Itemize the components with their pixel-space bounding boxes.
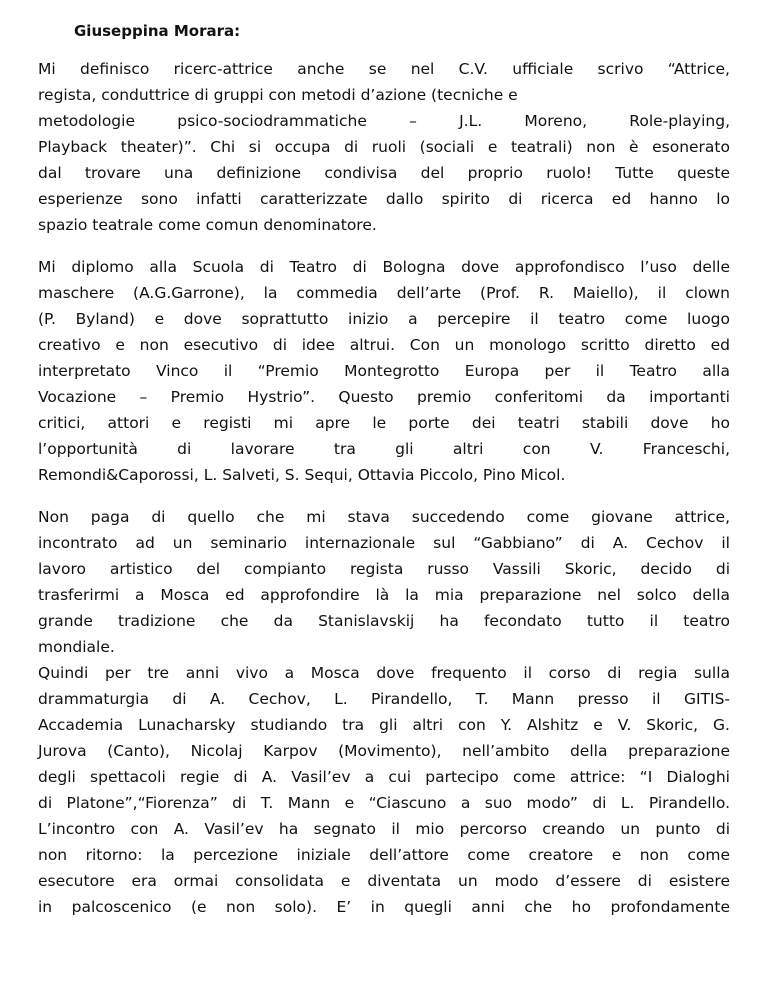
text-line: Remondi&Caporossi, L. Salveti, S. Sequi, Ottavia Piccolo, Pino Micol.: [38, 466, 566, 484]
text-line: lavoro artistico del compianto regista russo Vassili Skoric, decido di: [38, 560, 730, 578]
text-line: maschere (A.G.Garrone), la commedia dell’arte (Prof. R. Maiello), il clown: [38, 284, 730, 302]
text-line: Jurova (Canto), Nicolaj Karpov (Movimento), nell’ambito della preparazione: [38, 742, 730, 760]
text-line: esecutore era ormai consolidata e diventata un modo d’essere di esistere: [38, 872, 730, 890]
text-line: drammaturgia di A. Cechov, L. Pirandello, T. Mann presso il GITIS-: [38, 690, 730, 708]
text-line: l’opportunità di lavorare tra gli altri con V. Franceschi,: [38, 440, 730, 458]
text-line: incontrato ad un seminario internazionale sul “Gabbiano” di A. Cechov il: [38, 534, 730, 552]
paragraph-moscow-intro: [38, 504, 730, 660]
text-line: Non paga di quello che mi stava succedendo come giovane attrice,: [38, 508, 730, 526]
text-line: Vocazione – Premio Hystrio”. Questo premio conferitomi da importanti: [38, 388, 730, 406]
text-line: esperienze sono infatti caratterizzate dallo spirito di ricerca ed hanno lo: [38, 190, 730, 208]
text-line: Quindi per tre anni vivo a Mosca dove frequento il corso di regia sulla: [38, 664, 730, 682]
text-line: Playback theater)”. Chi si occupa di ruoli (sociali e teatrali) non è esonerato: [38, 138, 730, 156]
text-line: Mi definisco ricerc-attrice anche se nel C.V. ufficiale scrivo “Attrice,: [38, 60, 730, 78]
text-line: Mi diplomo alla Scuola di Teatro di Bologna dove approfondisco l’uso delle: [38, 258, 730, 276]
paragraph-education: [38, 254, 730, 488]
text-line: non ritorno: la percezione iniziale dell’attore come creatore e non come: [38, 846, 730, 864]
text-line: critici, attori e registi mi apre le porte dei teatri stabili dove ho: [38, 414, 730, 432]
text-line: creativo e non esecutivo di idee altrui. Con un monologo scritto diretto ed: [38, 336, 730, 354]
paragraph-intro: [38, 56, 730, 238]
document-page: [38, 20, 730, 920]
text-line: interpretato Vinco il “Premio Montegrotto Europa per il Teatro alla: [38, 362, 730, 380]
text-line: Accademia Lunacharsky studiando tra gli altri con Y. Alshitz e V. Skoric, G.: [38, 716, 730, 734]
text-line: L’incontro con A. Vasil’ev ha segnato il mio percorso creando un punto di: [38, 820, 730, 838]
author-heading: Giuseppina Morara:: [74, 22, 241, 40]
text-line: in palcoscenico (e non solo). E’ in quegli anni che ho profondamente: [38, 898, 730, 916]
text-line: regista, conduttrice di gruppi con metodi d’azione (tecniche e: [38, 86, 518, 104]
text-line: dal trovare una definizione condivisa del proprio ruolo! Tutte queste: [38, 164, 730, 182]
text-line: metodologie psico-sociodrammatiche – J.L. Moreno, Role-playing,: [38, 112, 730, 130]
text-line: degli spettacoli regie di A. Vasil’ev a cui partecipo come attrice: “I Dialoghi: [38, 768, 730, 786]
text-line: grande tradizione che da Stanislavskij ha fecondato tutto il teatro: [38, 612, 730, 630]
text-line: spazio teatrale come comun denominatore.: [38, 216, 377, 234]
text-line: (P. Byland) e dove soprattutto inizio a percepire il teatro come luogo: [38, 310, 730, 328]
text-line: trasferirmi a Mosca ed approfondire là la mia preparazione nel solco della: [38, 586, 730, 604]
paragraph-moscow-studies: [38, 660, 730, 920]
text-line: di Platone”,“Fiorenza” di T. Mann e “Ciascuno a suo modo” di L. Pirandello.: [38, 794, 730, 812]
text-line: mondiale.: [38, 638, 115, 656]
